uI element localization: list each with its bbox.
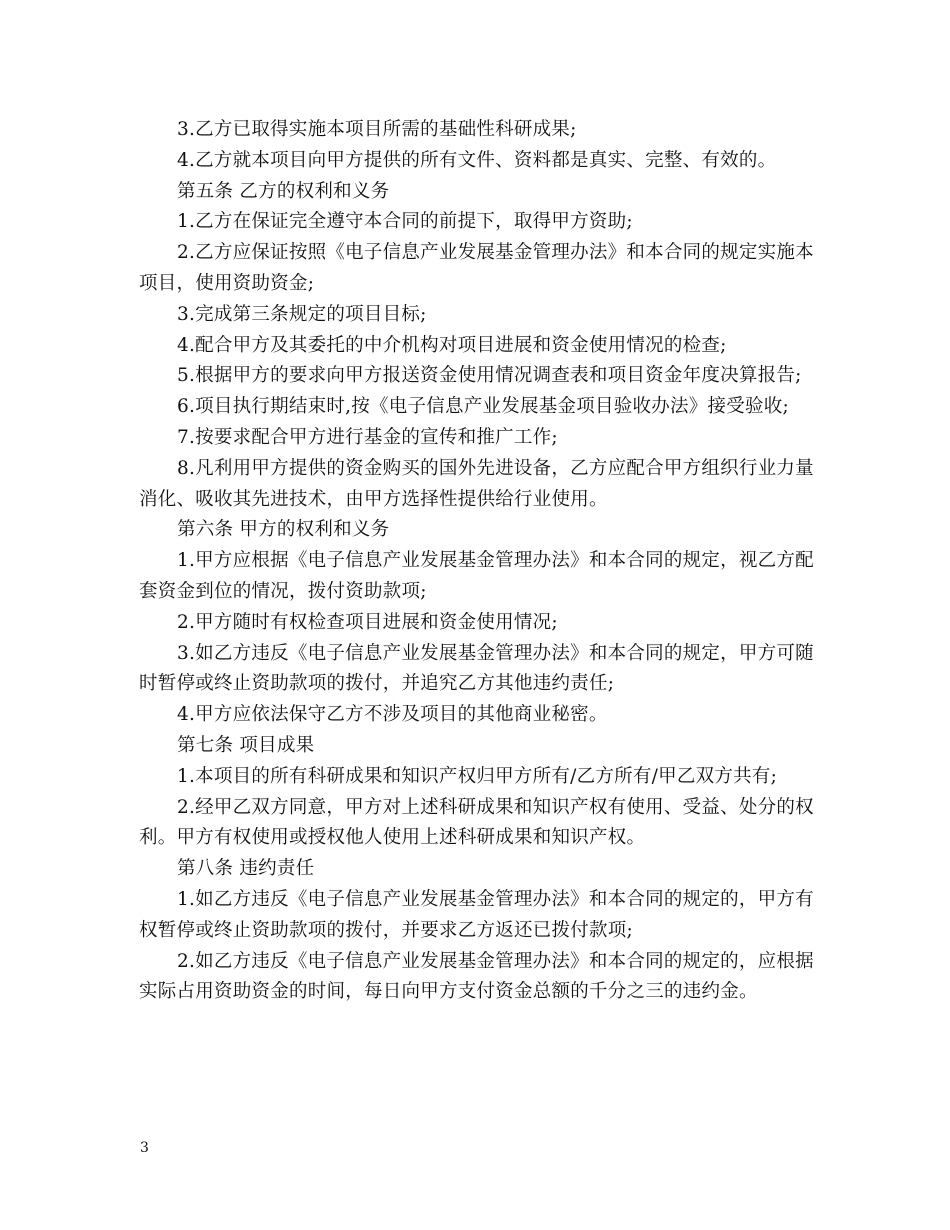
- clause-line: 6.项目执行期结束时,按《电子信息产业发展基金项目验收办法》接受验收;: [177, 396, 790, 418]
- article-heading: 第五条 乙方的权利和义务: [177, 180, 390, 202]
- clause-line: 2.乙方应保证按照《电子信息产业发展基金管理办法》和本合同的规定实施本: [177, 242, 814, 264]
- clause-line: 4.甲方应依法保守乙方不涉及项目的其他商业秘密。: [177, 704, 608, 726]
- clause-continuation: 实际占用资助资金的时间，每日向甲方支付资金总额的千分之三的违约金。: [139, 981, 758, 1003]
- clause-line: 3.完成第三条规定的项目目标;: [177, 303, 427, 325]
- clause-line: 1.乙方在保证完全遵守本合同的前提下，取得甲方资助;: [177, 211, 633, 233]
- article-heading: 第七条 项目成果: [177, 734, 315, 756]
- article-heading: 第八条 违约责任: [177, 858, 315, 880]
- clause-line: 4.配合甲方及其委托的中介机构对项目进展和资金使用情况的检查;: [177, 334, 727, 356]
- clause-continuation: 消化、吸收其先进技术，由甲方选择性提供给行业使用。: [139, 488, 608, 510]
- clause-line: 5.根据甲方的要求向甲方报送资金使用情况调查表和项目资金年度决算报告;: [177, 365, 802, 387]
- clause-line: 2.如乙方违反《电子信息产业发展基金管理办法》和本合同的规定的，应根据: [177, 950, 814, 972]
- clause-line: 2.甲方随时有权检查项目进展和资金使用情况;: [177, 611, 558, 633]
- clause-line: 8.凡利用甲方提供的资金购买的国外先进设备，乙方应配合甲方组织行业力量: [177, 457, 814, 479]
- clause-line: 4.乙方就本项目向甲方提供的所有文件、资料都是真实、完整、有效的。: [177, 149, 777, 171]
- clause-line: 3.乙方已取得实施本项目所需的基础性科研成果;: [177, 119, 577, 140]
- document-body: [139, 115, 815, 1008]
- clause-continuation: 项目，使用资助资金;: [139, 272, 315, 294]
- clause-continuation: 时暂停或终止资助款项的拨付，并追究乙方其他违约责任;: [139, 673, 615, 695]
- clause-line: 1.本项目的所有科研成果和知识产权归甲方所有/乙方所有/甲乙双方共有;: [177, 765, 778, 787]
- page-number: 3: [140, 1140, 149, 1156]
- clause-continuation: 利。甲方有权使用或授权他人使用上述科研成果和知识产权。: [139, 827, 646, 849]
- article-heading: 第六条 甲方的权利和义务: [177, 519, 390, 541]
- clause-line: 2.经甲乙双方同意，甲方对上述科研成果和知识产权有使用、受益、处分的权: [177, 796, 814, 818]
- clause-continuation: 权暂停或终止资助款项的拨付，并要求乙方返还已拨付款项;: [139, 919, 633, 941]
- clause-line: 1.甲方应根据《电子信息产业发展基金管理办法》和本合同的规定，视乙方配: [177, 550, 814, 572]
- clause-continuation: 套资金到位的情况，拨付资助款项;: [139, 580, 427, 602]
- clause-line: 7.按要求配合甲方进行基金的宣传和推广工作;: [177, 426, 558, 448]
- clause-line: 3.如乙方违反《电子信息产业发展基金管理办法》和本合同的规定，甲方可随: [177, 642, 814, 664]
- clause-line: 1.如乙方违反《电子信息产业发展基金管理办法》和本合同的规定的，甲方有: [177, 888, 814, 910]
